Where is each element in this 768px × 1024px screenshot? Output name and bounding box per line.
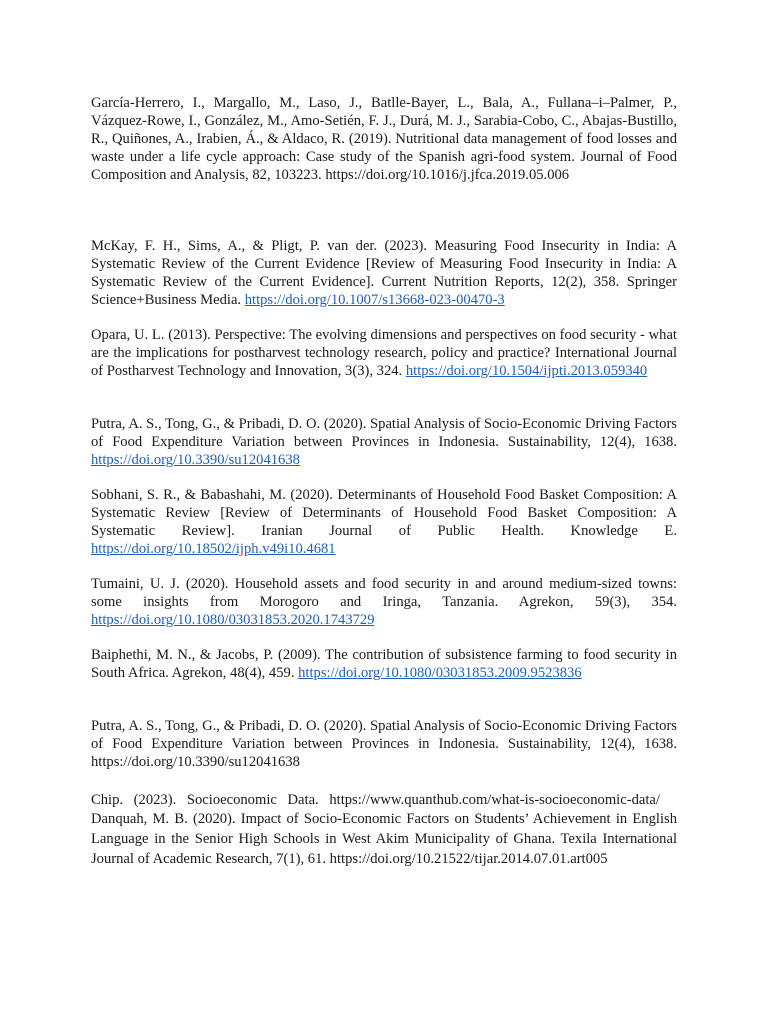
reference-putra-linked [91,415,677,469]
reference-mckay [91,237,677,309]
reference-text: McKay, F. H., Sims, A., & Pligt, P. van der. (2023). Measuring Food Insecurity in India: A Systematic Review of the Current Evidence [Review of Measuring Food Insecurity in India: A Systematic Review of the Current Evidence]. Current Nutrition Reports, 12(2), 358. Springer Science+Business Media. [91,238,677,308]
reference-danquah [91,809,677,869]
reference-baiphethi [91,646,677,682]
reference-chip [91,791,677,809]
reference-doi-link[interactable]: https://doi.org/10.1007/s13668-023-00470-3 [244,292,505,308]
reference-doi-link[interactable]: https://doi.org/10.1080/03031853.2009.9523836 [298,665,582,681]
reference-text: Danquah, M. B. (2020). Impact of Socio-Economic Factors on Students’ Achievement in English Language in the Senior High Schools in West Akim Municipality of Ghana. Texila International Journal of Academic Research, 7(1), 61. https://doi.org/10.21522/tijar.2014.07.01.art005 [91,811,677,867]
reference-text: Sobhani, S. R., & Babashahi, M. (2020). Determinants of Household Food Basket Composition: A Systematic Review [Review of Determinants of Household Food Basket Composition: A Systematic Review]. Iranian Journal of Public Health. Knowledge E. [91,487,677,539]
reference-text: Chip. (2023). Socioeconomic Data. https://www.quanthub.com/what-is-socioeconomic-data/ [91,792,660,808]
reference-doi-link[interactable]: https://doi.org/10.1504/ijpti.2013.059340 [405,363,648,379]
reference-text: Putra, A. S., Tong, G., & Pribadi, D. O. (2020). Spatial Analysis of Socio-Economic Driving Factors of Food Expenditure Variation between Provinces in Indonesia. Sustainability, 12(4), 1638. https://doi.org/10.3390/su12041638 [91,718,677,770]
reference-opara [91,326,677,380]
reference-sobhani [91,486,677,558]
reference-text: Baiphethi, M. N., & Jacobs, P. (2009). The contribution of subsistence farming to food security in South Africa. Agrekon, 48(4), 459. [91,647,677,681]
reference-garcia-herrero [91,94,677,184]
reference-text: Tumaini, U. J. (2020). Household assets and food security in and around medium-sized towns: some insights from Morogoro and Iringa, Tanzania. Agrekon, 59(3), 354. [91,576,677,610]
reference-tumaini [91,575,677,629]
reference-putra-plain [91,717,677,771]
reference-doi-link[interactable]: https://doi.org/10.1080/03031853.2020.1743729 [91,612,375,628]
reference-doi-link[interactable]: https://doi.org/10.18502/ijph.v49i10.4681 [91,541,336,557]
reference-doi-link[interactable]: https://doi.org/10.3390/su12041638 [91,452,300,468]
reference-text: Opara, U. L. (2013). Perspective: The evolving dimensions and perspectives on food security - what are the implications for postharvest technology research, policy and practice? International Journal of Postharvest Technology and Innovation, 3(3), 324. [91,327,677,379]
reference-text: Putra, A. S., Tong, G., & Pribadi, D. O. (2020). Spatial Analysis of Socio-Economic Driving Factors of Food Expenditure Variation between Provinces in Indonesia. Sustainability, 12(4), 1638. [91,416,677,450]
reference-text: García-Herrero, I., Margallo, M., Laso, J., Batlle-Bayer, L., Bala, A., Fullana–i–Palmer, P., Vázquez-Rowe, I., González, M., Amo-Setién, F. J., Durá, M. J., Sarabia-Cobo, C., Abajas-Bustillo, R., Quiñones, A., Irabien, Á., & Aldaco, R. (2019). Nutritional data management of food losses and waste under a life cycle approach: Case study of the Spanish agri-food system. Journal of Food Composition and Analysis, 82, 103223. https://doi.org/10.1016/j.jfca.2019.05.006 [91,95,677,183]
